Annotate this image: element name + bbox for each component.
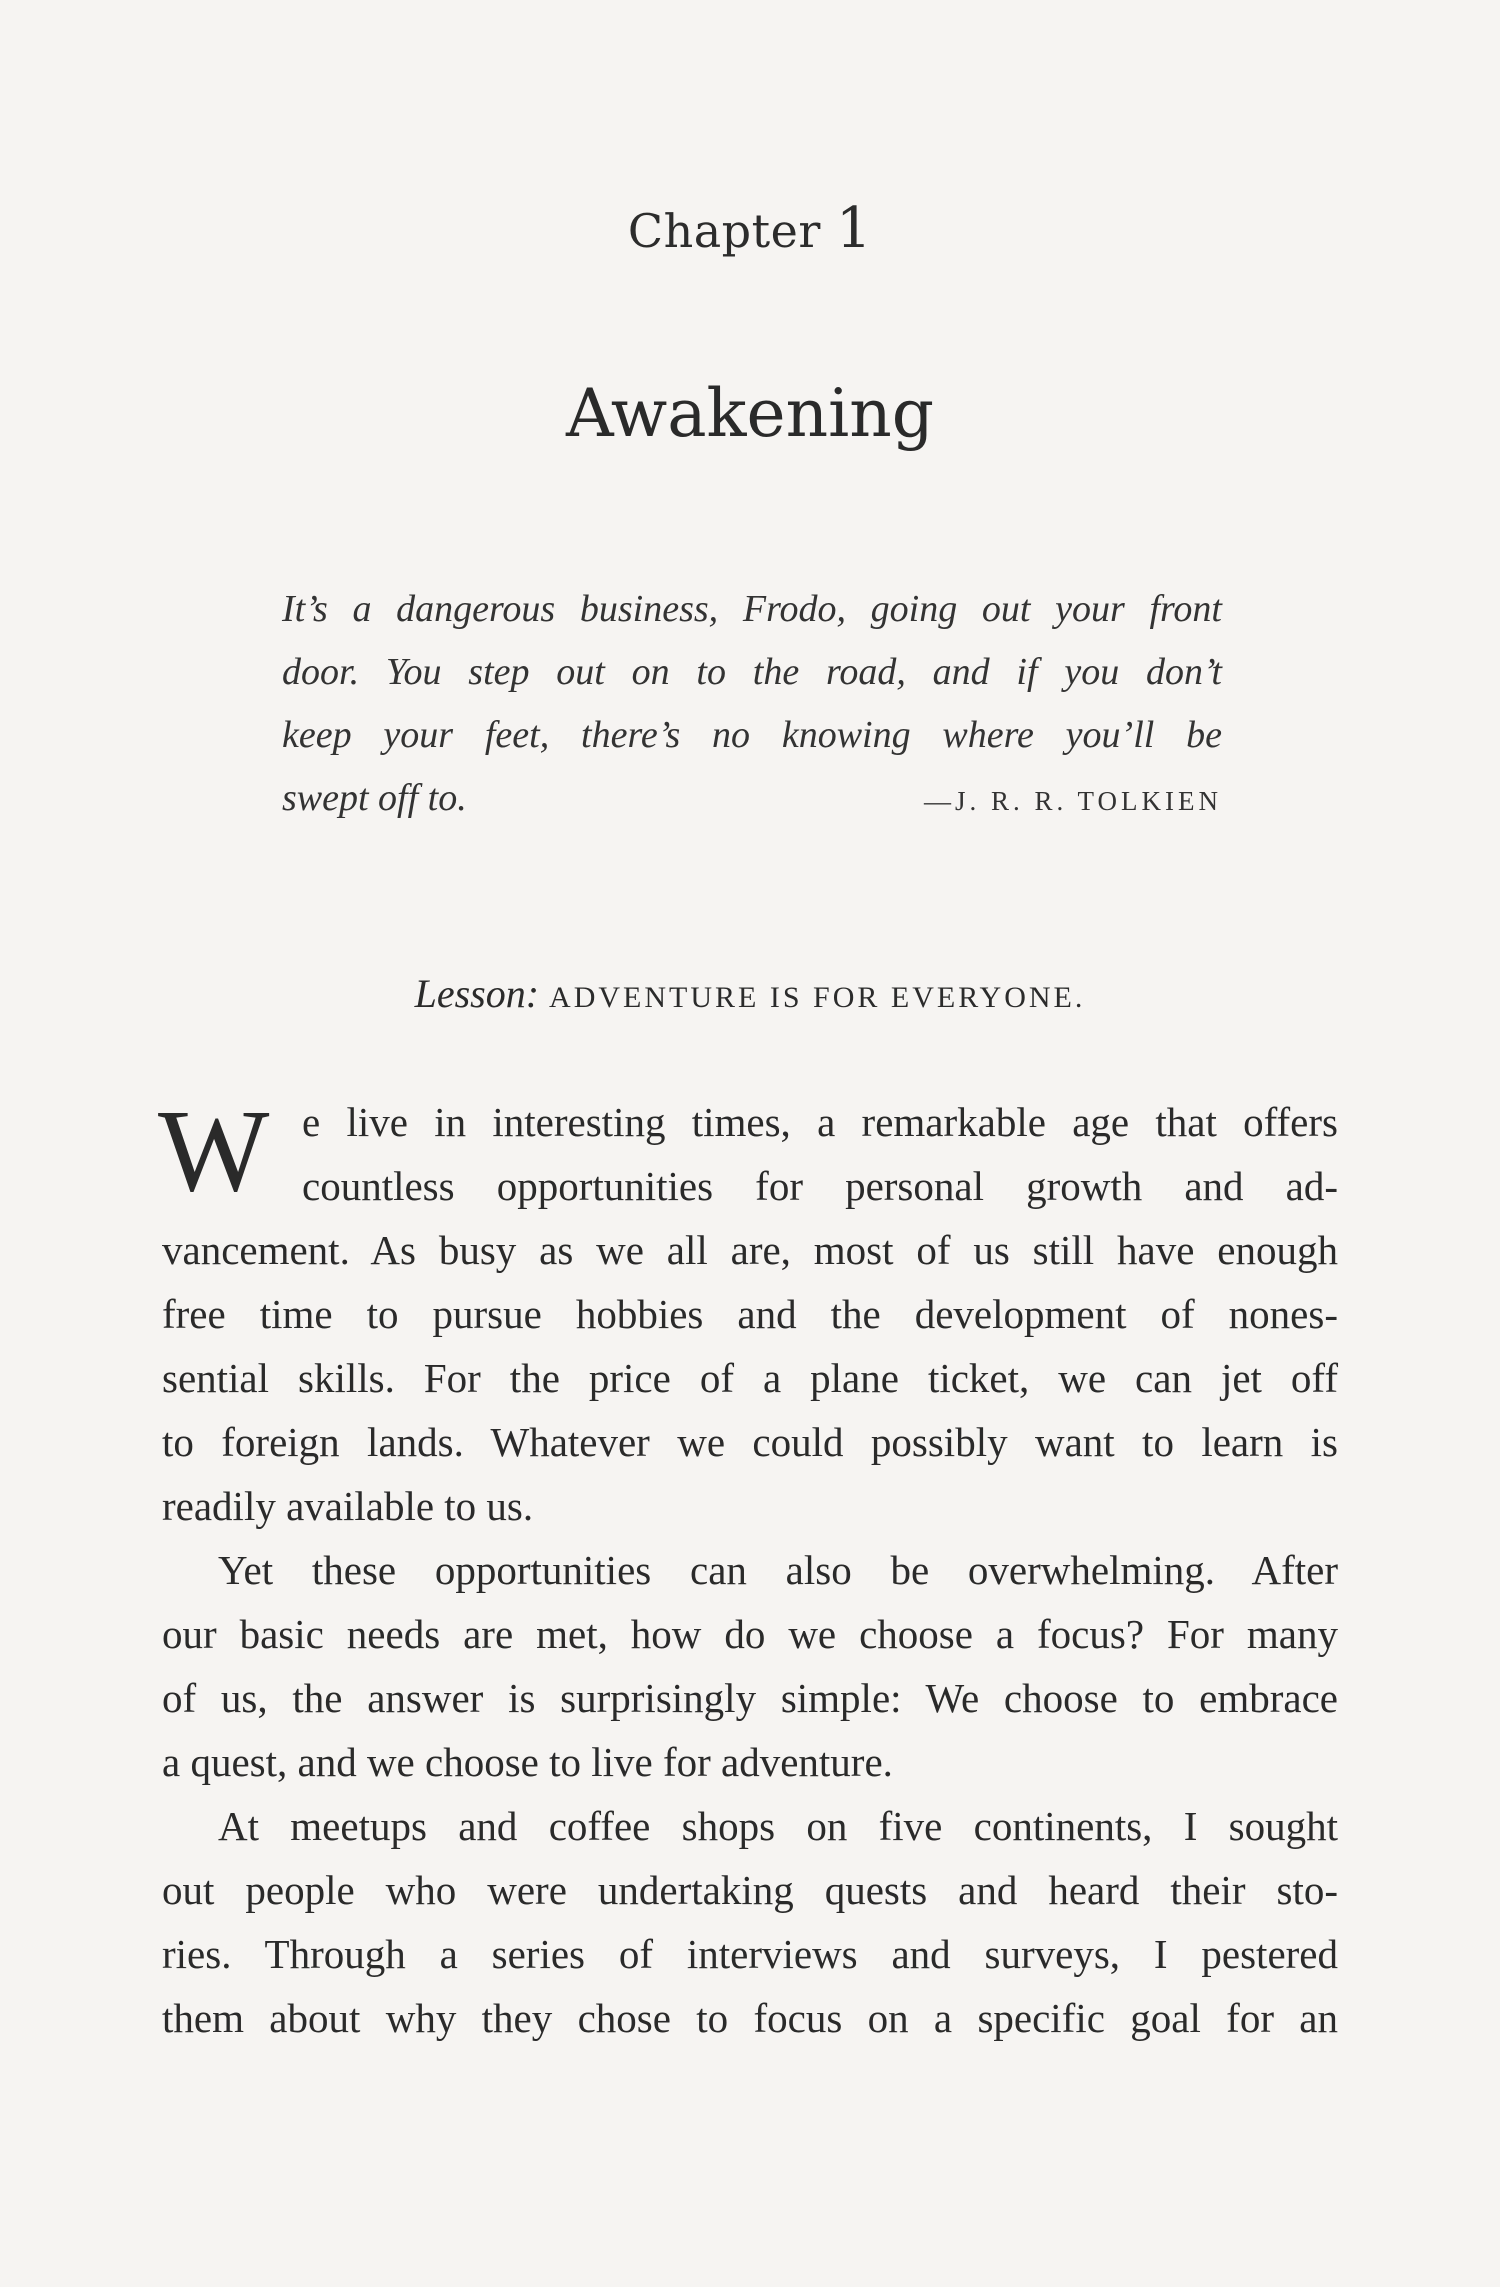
text-line: e live in interesting times, a remarkable age that offers [302, 1099, 1338, 1145]
body-text [158, 1085, 1338, 2050]
text-line: to foreign lands. Whatever we could possibly want to learn is [162, 1419, 1338, 1465]
epigraph-line: swept off to. [282, 777, 467, 819]
paragraph-1 [158, 1085, 1338, 1538]
epigraph [282, 578, 1222, 833]
epigraph-line: keep your feet, there’s no knowing where you’ll be [282, 714, 1222, 756]
text-line: sential skills. For the price of a plane ticket, we can jet off [162, 1355, 1338, 1401]
drop-cap: W [158, 1085, 270, 1216]
lesson-label: Lesson: [414, 971, 540, 1016]
text-line: ries. Through a series of interviews and surveys, I pestered [162, 1931, 1338, 1977]
paragraph-2 [162, 1538, 1338, 1794]
text-line: Yet these opportunities can also be overwhelming. After [218, 1547, 1338, 1593]
chapter-title: Awakening [566, 375, 934, 452]
text-line: readily available to us. [162, 1483, 534, 1529]
text-line: of us, the answer is surprisingly simple: We choose to embrace [162, 1675, 1338, 1721]
chapter-number: 1 [835, 196, 873, 261]
text-line: a quest, and we choose to live for adventure. [162, 1739, 893, 1785]
paragraph-3 [162, 1794, 1338, 2050]
chapter-word: Chapter [627, 204, 821, 258]
lesson-line [0, 970, 1500, 1017]
chapter-label [0, 196, 1500, 261]
text-line: free time to pursue hobbies and the development of nones- [162, 1291, 1338, 1337]
text-line: out people who were undertaking quests and heard their sto- [162, 1867, 1338, 1913]
text-line: At meetups and coffee shops on five continents, I sought [218, 1803, 1338, 1849]
epigraph-last-line [282, 767, 1222, 833]
epigraph-line: It’s a dangerous business, Frodo, going out your front [282, 588, 1222, 630]
epigraph-line: door. You step out on to the road, and if you don’t [282, 651, 1222, 693]
text-line: countless opportunities for personal growth and ad- [302, 1163, 1338, 1209]
text-line: vancement. As busy as we all are, most of us still have enough [162, 1227, 1338, 1273]
lesson-text: ADVENTURE IS FOR EVERYONE. [549, 981, 1086, 1014]
text-line: our basic needs are met, how do we choose a focus? For many [162, 1611, 1338, 1657]
text-line: them about why they chose to focus on a specific goal for an [162, 1995, 1338, 2041]
epigraph-attribution: —J. R. R. TOLKIEN [923, 786, 1222, 816]
